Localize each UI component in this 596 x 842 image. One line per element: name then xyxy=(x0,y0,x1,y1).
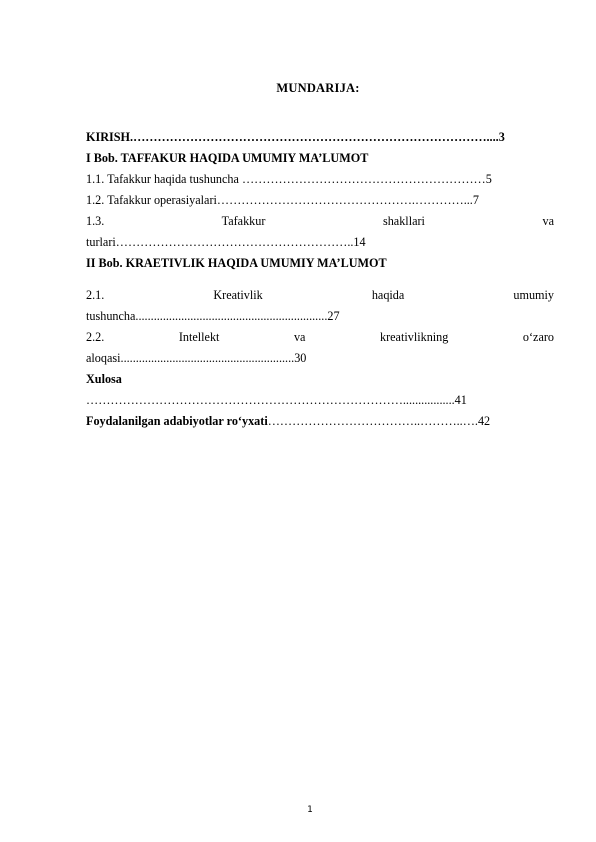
toc-word: 1.3. xyxy=(86,214,105,228)
toc-word: Kreativlik xyxy=(213,288,263,302)
toc-word: va xyxy=(542,214,554,228)
toc-entry-2-1-line1 xyxy=(86,285,554,306)
toc-adabiyotlar-dots: ………………………………..………..….42 xyxy=(267,414,491,428)
toc-entry-2-2-line2: aloqasi.........................................................30 xyxy=(86,351,307,365)
toc-word: o‘zaro xyxy=(522,330,554,344)
table-of-contents xyxy=(86,127,554,432)
toc-xulosa-entry: …………………………………………………………………….................41 xyxy=(86,393,467,407)
toc-entry-adabiyotlar xyxy=(86,411,554,432)
toc-entry-2-2-line1 xyxy=(86,327,554,348)
toc-entry-1-3-line2: turlari…………………………………………………..14 xyxy=(86,235,366,249)
toc-word: 2.2. xyxy=(86,330,105,344)
toc-entry-1-2: 1.2. Tafakkur operasiyalari………………………………………….…………...7 xyxy=(86,193,479,207)
toc-adabiyotlar-label: Foydalanilgan adabiyotlar ro‘yxati xyxy=(86,414,268,428)
toc-word: va xyxy=(293,330,306,344)
toc-entry-1-3-line1 xyxy=(86,211,554,232)
toc-word: shakllari xyxy=(382,214,425,228)
toc-entry-kirish xyxy=(86,127,554,148)
toc-xulosa-heading: Xulosa xyxy=(86,372,122,386)
toc-chapter-2-heading: II Bob. KRAETIVLIK HAQIDA UMUMIY MA’LUMOT xyxy=(86,256,387,270)
toc-chapter-1-heading: I Bob. TAFFAKUR HAQIDA UMUMIY MA’LUMOT xyxy=(86,151,369,165)
toc-entry-kirish-text: KIRISH.……………………………………………………………………………....3 xyxy=(86,130,505,144)
toc-entry-1-1: 1.1. Tafakkur haqida tushuncha ……………………………………………………5 xyxy=(86,172,492,186)
toc-word: haqida xyxy=(371,288,405,302)
page-number: 1 xyxy=(307,805,313,815)
toc-entry-2-1-line2: tushuncha...............................................................27 xyxy=(86,309,340,323)
toc-word: Intellekt xyxy=(178,330,220,344)
page-title: MUNDARIJA: xyxy=(276,81,360,95)
toc-word: umumiy xyxy=(513,288,554,302)
toc-word: 2.1. xyxy=(86,288,105,302)
toc-word: kreativlikning xyxy=(380,330,449,344)
toc-word: Tafakkur xyxy=(221,214,266,228)
